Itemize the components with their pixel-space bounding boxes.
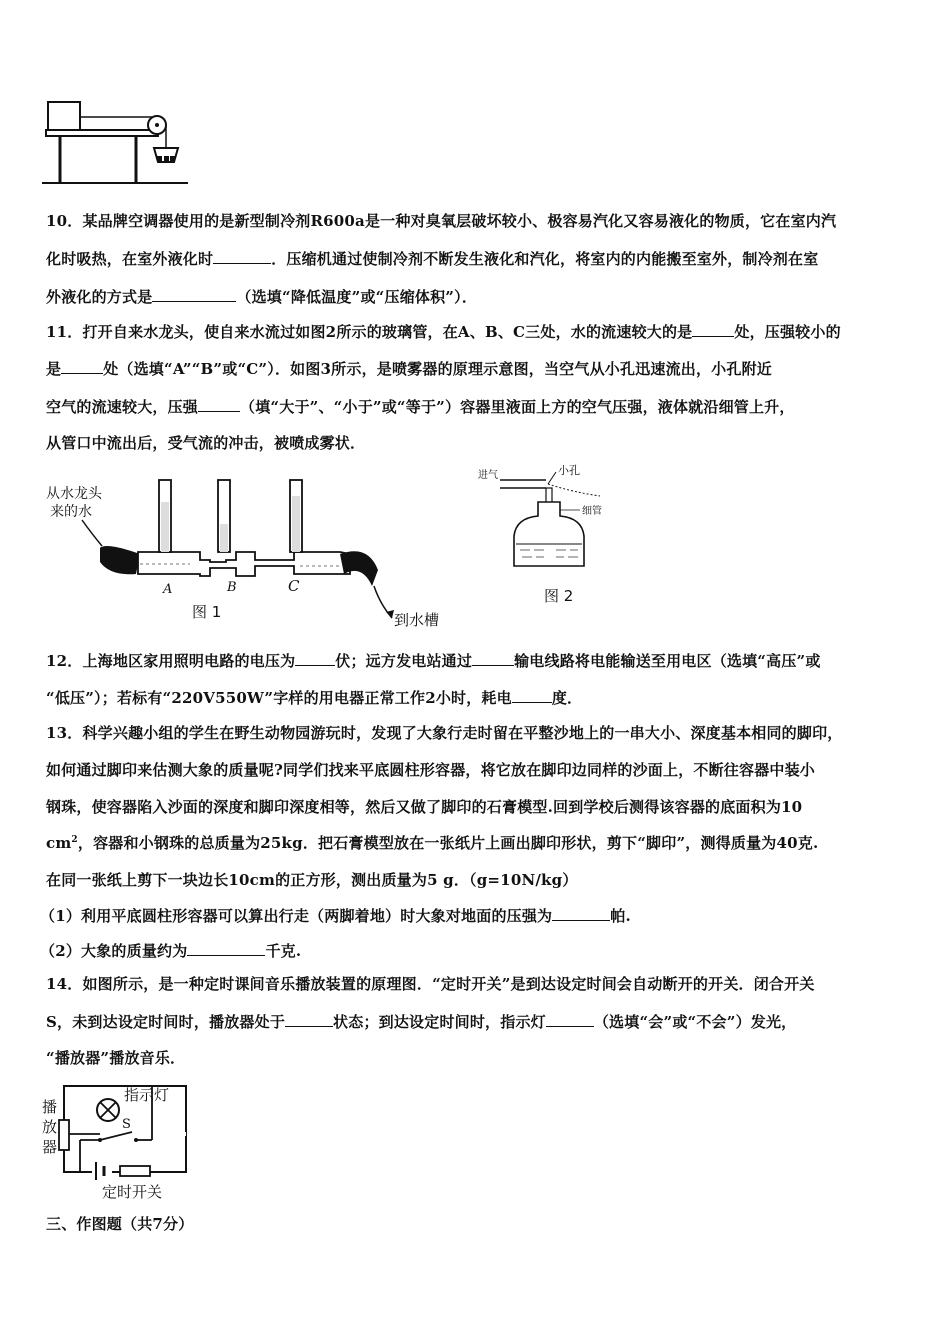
hole-label: 小孔: [558, 464, 580, 477]
q11-blank-2[interactable]: [61, 358, 103, 374]
source-label-1: 从水龙头: [46, 486, 102, 502]
player-label-3: 器: [42, 1138, 58, 1156]
q10-line-3: 外液化的方式是 （选填“降低温度”或“压缩体积”）．: [46, 288, 478, 306]
q13-line-1: 13．科学兴趣小组的学生在野生动物园游玩时，发现了大象行走时留在平整沙地上的一串大小、深度基本相同的脚印，: [46, 724, 843, 742]
q12-blank-1[interactable]: [295, 650, 335, 666]
q12-line-1: 12．上海地区家用照明电路的电压为 伏；远方发电站通过 输电线路将电能输送至用电区（选填“高压”或: [46, 652, 821, 670]
source-label-2: 来的水: [50, 504, 92, 520]
q13-sub-2: （2）大象的质量约为 千克.: [40, 942, 302, 960]
point-c: C: [288, 577, 300, 595]
sprayer-figure: [472, 462, 632, 612]
q14-line-2: S，未到达设定时间时，播放器处于 状态；到达设定时间时，指示灯 （选填“会”或“不会”）发光，: [46, 1013, 797, 1031]
player-label-2: 放: [42, 1118, 58, 1136]
table-top: [46, 130, 158, 136]
q14-line-1: 14．如图所示，是一种定时课间音乐播放装置的原理图．“定时开关”是到达设定时间会自动断开的开关．闭合开关: [46, 975, 815, 993]
main-tube: [138, 552, 350, 576]
q10-blank-1[interactable]: [213, 248, 271, 264]
q11-line-1: 11．打开自来水龙头，使自来水流过如图2所示的玻璃管，在A、B、C三处，水的流速较大的是 处，压强较小的: [46, 323, 841, 341]
tube-label: 细管: [582, 506, 602, 517]
q10-blank-2[interactable]: [152, 286, 236, 302]
q13-line-3: 钢珠，使容器陷入沙面的深度和脚印深度相等，然后又做了脚印的石膏模型.回到学校后测得该容器的底面积为10: [46, 798, 803, 816]
outlet-label: 到水槽: [394, 611, 440, 629]
block: [48, 102, 80, 130]
q13-line-2: 如何通过脚印来估测大象的质量呢?同学们找来平底圆柱形容器，将它放在脚印边同样的沙面上，不断往容器中装小: [46, 761, 815, 779]
pulley-table-figure: [40, 96, 190, 188]
inlet-pipe: [100, 546, 140, 574]
circuit-diagram: [40, 1080, 200, 1202]
section-3-heading: 三、作图题（共7分）: [46, 1215, 194, 1233]
q14-line-3: “播放器”播放音乐．: [46, 1049, 186, 1067]
q13-blank-2[interactable]: [187, 940, 265, 956]
q12-blank-3[interactable]: [512, 687, 552, 703]
fig1-caption: 图 1: [192, 603, 222, 621]
q10-line-1: 10．某品牌空调器使用的是新型制冷剂R600a是一种对臭氧层破坏较小、极容易汽化又容易液化的物质，它在室内汽: [46, 212, 837, 230]
container: [514, 502, 584, 566]
q14-blank-2[interactable]: [546, 1011, 594, 1027]
q12-line-2: “低压”）；若标有“220V550W”字样的用电器正常工作2小时，耗电 度．: [46, 689, 583, 707]
timer-switch-icon: [120, 1166, 150, 1176]
q11-blank-1[interactable]: [692, 321, 734, 337]
q12-blank-2[interactable]: [472, 650, 514, 666]
player-label-1: 播: [42, 1098, 58, 1116]
lamp-label: 指示灯: [124, 1086, 170, 1104]
q13-line-4: $cm^2$，容器和小钢珠的总质量为25kg．把石膏模型放在一张纸片上画出脚印形状，剪下“脚印”，测得质量为40克.: [46, 834, 819, 852]
q11-line-2: 是 处（选填“A”“B”或“C”）．如图3所示，是喷雾器的原理示意图，当空气从小孔迅速流出，小孔附近: [46, 360, 772, 378]
outlet-hose: [340, 551, 378, 586]
timer-label: 定时开关: [102, 1183, 163, 1201]
q13-sub-1: （1）利用平底圆柱形容器可以算出行走（两脚着地）时大象对地面的压强为 帕.: [40, 907, 631, 925]
glass-tube-figure: [40, 474, 460, 634]
point-a: A: [163, 582, 173, 597]
player-icon: [59, 1120, 69, 1150]
air-pipe: [500, 480, 546, 488]
source-arrow: [82, 520, 102, 546]
inlet-label: 进气: [478, 470, 498, 481]
q10-line-2: 化时吸热，在室外液化时 ．压缩机通过使制冷剂不断发生液化和汽化，将室内的内能搬至室外，制冷剂在室: [46, 250, 819, 268]
q13-line-5: 在同一张纸上剪下一块边长10cm的正方形，测出质量为5 g．（g=10N/kg）: [46, 871, 578, 889]
q11-line-4: 从管口中流出后，受气流的冲击，被喷成雾状．: [46, 434, 366, 452]
point-b: B: [227, 580, 237, 595]
q11-blank-3[interactable]: [198, 396, 240, 412]
fig2-caption: 图 2: [544, 587, 574, 605]
q13-blank-1[interactable]: [552, 905, 610, 921]
switch-label: S: [122, 1117, 131, 1132]
q14-blank-1[interactable]: [285, 1011, 333, 1027]
q11-line-3: 空气的流速较大，压强 （填“大于”、“小于”或“等于”）容器里液面上方的空气压强，液体就沿细管上升，: [46, 398, 795, 416]
